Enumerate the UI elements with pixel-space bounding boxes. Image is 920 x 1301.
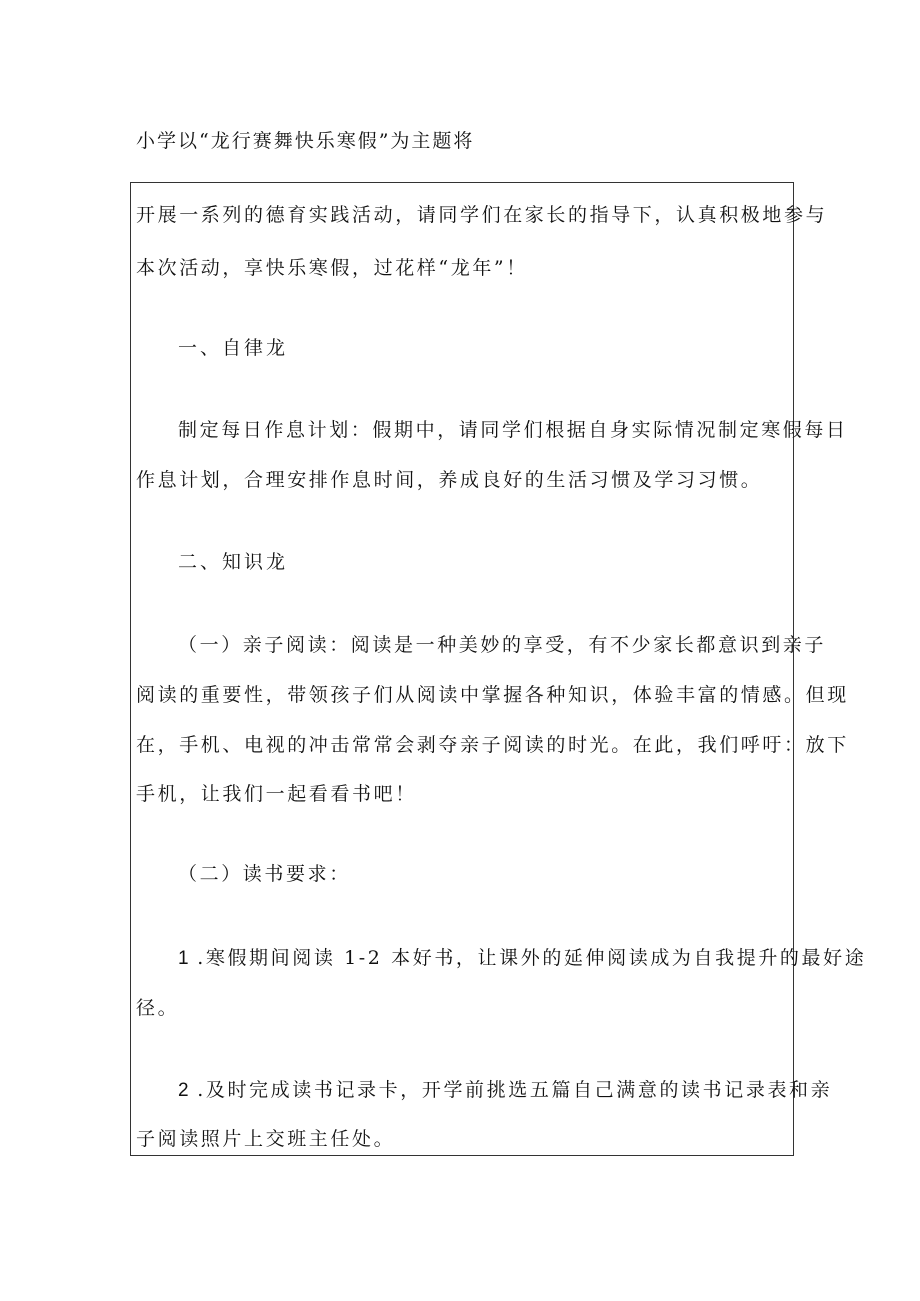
section-heading-knowledge: 二、知识龙 [178,551,289,573]
list-item-text: .及时完成读书记录卡，开学前挑选五篇自己满意的读书记录表和亲 [188,1079,833,1101]
section-heading-self-discipline: 一、自律龙 [178,337,289,359]
paragraph-line: 作息计划，合理安排作息时间，养成良好的生活习惯及学习习惯。 [136,469,763,491]
reading-requirements-heading: （二）读书要求： [178,863,351,885]
paragraph-line: 子阅读照片上交班主任处。 [136,1128,396,1150]
paragraph-line: （一）亲子阅读：阅读是一种美妙的享受，有不少家长都意识到亲子 [178,634,827,656]
list-item-text: .寒假期间阅读 1-2 本好书，让课外的延伸阅读成为自我提升的最好途 [188,947,867,969]
content-frame [130,182,794,1156]
paragraph-line: 手机，让我们一起看看书吧！ [136,783,417,805]
intro-line: 小学以“龙行赛舞快乐寒假”为主题将 [136,130,475,152]
list-item-number: 1 [178,948,189,969]
paragraph-line: 本次活动，享快乐寒假，过花样“龙年”！ [136,257,528,279]
list-item-number: 2 [178,1080,189,1101]
list-item [178,946,866,971]
paragraph-line: 径。 [136,997,180,1019]
list-item [178,1078,832,1103]
paragraph-line: 在，手机、电视的冲击常常会剥夺亲子阅读的时光。在此，我们呼吁：放下 [136,734,849,756]
paragraph-line: 制定每日作息计划：假期中，请同学们根据自身实际情况制定寒假每日 [178,419,848,441]
paragraph-line: 阅读的重要性，带领孩子们从阅读中掌握各种知识，体验丰富的情感。但现 [136,684,849,706]
paragraph-line: 开展一系列的德育实践活动，请同学们在家长的指导下，认真积极地参与 [136,204,828,226]
